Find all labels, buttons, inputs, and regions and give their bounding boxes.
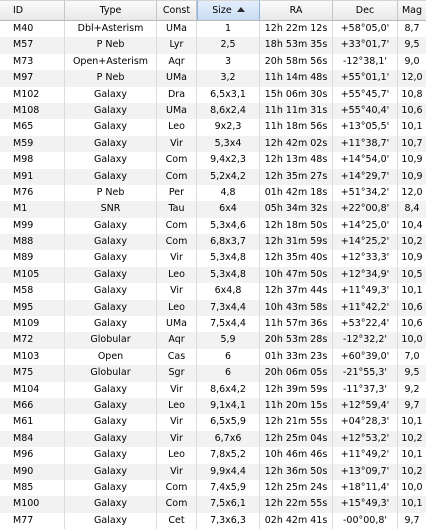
cell-ra: 12h 35m 27s	[260, 169, 333, 185]
table-row[interactable]	[0, 349, 426, 365]
cell-const: Lyr	[157, 37, 197, 53]
cell-size: 7,3x4,4	[197, 300, 260, 316]
cell-dec: +14°54,0'	[333, 152, 398, 168]
cell-const: Aqr	[157, 332, 197, 348]
cell-id: M108	[0, 103, 65, 119]
cell-mag: 8,4	[404, 203, 420, 215]
cell-dec: +04°28,3'	[333, 414, 398, 430]
cell-const: Cet	[157, 513, 197, 529]
table-body	[0, 21, 426, 529]
cell-size: 7,3x6,3	[197, 513, 260, 529]
cell-mag: 12,0	[401, 72, 423, 84]
cell-type: Galaxy	[65, 414, 157, 430]
cell-id: M77	[0, 513, 65, 529]
cell-type: Dbl+Asterism	[65, 21, 157, 37]
cell-ra: 12h 36m 50s	[260, 464, 333, 480]
table-row[interactable]	[0, 185, 426, 201]
table-row[interactable]	[0, 70, 426, 86]
cell-size: 7,8x5,2	[197, 447, 260, 463]
table-row[interactable]	[0, 464, 426, 480]
cell-const: Cas	[157, 349, 197, 365]
cell-size: 7,4x5,9	[197, 480, 260, 496]
cell-type: Galaxy	[65, 283, 157, 299]
table-row[interactable]	[0, 382, 426, 398]
cell-const: Vir	[157, 250, 197, 266]
cell-id: M98	[0, 152, 65, 168]
table-row[interactable]	[0, 250, 426, 266]
table-row[interactable]	[0, 37, 426, 53]
table-row[interactable]	[0, 398, 426, 414]
cell-type: Galaxy	[65, 382, 157, 398]
cell-ra: 11h 20m 15s	[260, 398, 333, 414]
cell-ra: 12h 35m 40s	[260, 250, 333, 266]
cell-ra: 12h 25m 24s	[260, 480, 333, 496]
cell-mag: 10,5	[401, 268, 423, 280]
table-row[interactable]	[0, 152, 426, 168]
cell-const: UMa	[157, 316, 197, 332]
cell-dec: +13°09,7'	[333, 464, 398, 480]
cell-dec: +12°33,3'	[333, 250, 398, 266]
cell-size: 8,6x2,4	[197, 103, 260, 119]
cell-dec: +51°34,2'	[333, 185, 398, 201]
cell-const: Vir	[157, 136, 197, 152]
table-row[interactable]	[0, 201, 426, 217]
cell-id: M59	[0, 136, 65, 152]
cell-id: M105	[0, 267, 65, 283]
cell-dec: +53°22,4'	[333, 316, 398, 332]
cell-type: Galaxy	[65, 152, 157, 168]
table-row[interactable]	[0, 496, 426, 512]
cell-dec: -00°00,8'	[333, 513, 398, 529]
cell-const: Vir	[157, 414, 197, 430]
table-row[interactable]	[0, 136, 426, 152]
cell-size: 6x4	[197, 201, 260, 217]
cell-const: Vir	[157, 431, 197, 447]
cell-dec: +11°49,3'	[333, 283, 398, 299]
cell-id: M109	[0, 316, 65, 332]
cell-dec: +55°01,1'	[333, 70, 398, 86]
cell-size: 3	[197, 54, 260, 70]
table-row[interactable]	[0, 447, 426, 463]
cell-mag: 10,2	[401, 432, 423, 444]
cell-size: 5,9	[197, 332, 260, 348]
cell-const: UMa	[157, 103, 197, 119]
cell-dec: -12°32,2'	[333, 332, 398, 348]
cell-size: 7,5x4,4	[197, 316, 260, 332]
cell-type: Galaxy	[65, 496, 157, 512]
cell-size: 6,5x3,1	[197, 87, 260, 103]
cell-mag: 9,7	[404, 514, 420, 526]
cell-id: M73	[0, 54, 65, 70]
cell-ra: 12h 18m 50s	[260, 218, 333, 234]
cell-mag: 10,6	[401, 301, 423, 313]
cell-const: Com	[157, 480, 197, 496]
cell-ra: 02h 42m 41s	[260, 513, 333, 529]
cell-size: 9,1x4,1	[197, 398, 260, 414]
cell-id: M90	[0, 464, 65, 480]
table-row[interactable]	[0, 21, 426, 37]
cell-ra: 11h 18m 56s	[260, 119, 333, 135]
cell-id: M104	[0, 382, 65, 398]
cell-size: 9x2,3	[197, 119, 260, 135]
table-row[interactable]	[0, 267, 426, 283]
cell-type: Galaxy	[65, 103, 157, 119]
cell-size: 6	[197, 349, 260, 365]
cell-type: Galaxy	[65, 398, 157, 414]
cell-type: P Neb	[65, 185, 157, 201]
column-header-dec[interactable]: Dec	[333, 0, 398, 20]
cell-const: Com	[157, 218, 197, 234]
cell-type: Galaxy	[65, 316, 157, 332]
cell-id: M99	[0, 218, 65, 234]
cell-type: Galaxy	[65, 464, 157, 480]
table-header	[0, 0, 426, 21]
cell-id: M95	[0, 300, 65, 316]
cell-id: M58	[0, 283, 65, 299]
cell-mag: 10,1	[401, 416, 423, 428]
cell-mag: 12,0	[401, 186, 423, 198]
cell-ra: 11h 14m 48s	[260, 70, 333, 86]
cell-mag: 10,1	[401, 121, 423, 133]
cell-dec: +58°05,0'	[333, 21, 398, 37]
cell-ra: 12h 22m 12s	[260, 21, 333, 37]
cell-id: M57	[0, 37, 65, 53]
table-row[interactable]	[0, 431, 426, 447]
cell-dec: -12°38,1'	[333, 54, 398, 70]
cell-dec: +12°34,9'	[333, 267, 398, 283]
column-header-id[interactable]: ID	[0, 0, 65, 20]
cell-dec: +15°49,3'	[333, 496, 398, 512]
cell-dec: +14°25,0'	[333, 218, 398, 234]
cell-id: M85	[0, 480, 65, 496]
cell-mag: 10,0	[401, 481, 423, 493]
sort-ascending-icon	[237, 7, 245, 12]
table-row[interactable]	[0, 218, 426, 234]
cell-size: 3,2	[197, 70, 260, 86]
cell-mag: 9,0	[404, 55, 420, 67]
cell-size: 2,5	[197, 37, 260, 53]
cell-id: M96	[0, 447, 65, 463]
cell-size: 5,2x4,2	[197, 169, 260, 185]
cell-id: M102	[0, 87, 65, 103]
cell-size: 5,3x4	[197, 136, 260, 152]
cell-id: M61	[0, 414, 65, 430]
cell-const: Com	[157, 496, 197, 512]
cell-size: 7,5x6,1	[197, 496, 260, 512]
cell-ra: 05h 34m 32s	[260, 201, 333, 217]
cell-ra: 12h 42m 02s	[260, 136, 333, 152]
cell-dec: +12°53,2'	[333, 431, 398, 447]
cell-const: Leo	[157, 119, 197, 135]
cell-mag: 10,1	[401, 285, 423, 297]
cell-mag: 9,2	[404, 383, 420, 395]
cell-ra: 12h 13m 48s	[260, 152, 333, 168]
cell-type: Galaxy	[65, 218, 157, 234]
cell-const: UMa	[157, 21, 197, 37]
cell-const: Com	[157, 169, 197, 185]
cell-mag: 9,5	[404, 39, 420, 51]
cell-type: Galaxy	[65, 480, 157, 496]
cell-dec: -11°37,3'	[333, 382, 398, 398]
cell-id: M72	[0, 332, 65, 348]
cell-const: Sgr	[157, 365, 197, 381]
cell-size: 6,8x3,7	[197, 234, 260, 250]
cell-type: Galaxy	[65, 234, 157, 250]
table-row[interactable]	[0, 103, 426, 119]
cell-mag: 9,5	[404, 367, 420, 379]
cell-type: Galaxy	[65, 250, 157, 266]
cell-size: 5,3x4,8	[197, 267, 260, 283]
cell-mag: 10,9	[401, 252, 423, 264]
cell-dec: +12°59,4'	[333, 398, 398, 414]
cell-dec: +14°25,2'	[333, 234, 398, 250]
cell-mag: 8,7	[404, 23, 420, 34]
cell-mag: 9,7	[404, 399, 420, 411]
cell-type: Galaxy	[65, 267, 157, 283]
cell-dec: +11°42,2'	[333, 300, 398, 316]
cell-const: Leo	[157, 300, 197, 316]
cell-id: M75	[0, 365, 65, 381]
cell-ra: 01h 42m 18s	[260, 185, 333, 201]
cell-id: M91	[0, 169, 65, 185]
cell-dec: +18°11,4'	[333, 480, 398, 496]
cell-const: Leo	[157, 267, 197, 283]
cell-dec: -21°55,3'	[333, 365, 398, 381]
table-row[interactable]	[0, 480, 426, 496]
cell-type: Galaxy	[65, 169, 157, 185]
cell-mag: 10,9	[401, 170, 423, 182]
table-row[interactable]	[0, 87, 426, 103]
cell-type: P Neb	[65, 37, 157, 53]
cell-dec: +11°38,7'	[333, 136, 398, 152]
cell-ra: 12h 31m 59s	[260, 234, 333, 250]
cell-type: Open+Asterism	[65, 54, 157, 70]
cell-type: Globular	[65, 365, 157, 381]
cell-size: 6,7x6	[197, 431, 260, 447]
cell-size: 1	[197, 21, 260, 37]
cell-size: 9,4x2,3	[197, 152, 260, 168]
cell-mag: 7,0	[404, 350, 420, 362]
cell-const: Tau	[157, 201, 197, 217]
cell-ra: 15h 06m 30s	[260, 87, 333, 103]
column-header-size-label: Size	[212, 5, 232, 16]
cell-ra: 12h 39m 59s	[260, 382, 333, 398]
cell-dec: +60°39,0'	[333, 349, 398, 365]
cell-mag: 10,1	[401, 498, 423, 510]
cell-dec: +14°29,7'	[333, 169, 398, 185]
cell-type: Open	[65, 349, 157, 365]
cell-ra: 12h 22m 55s	[260, 496, 333, 512]
cell-mag: 10,0	[401, 334, 423, 346]
cell-type: SNR	[65, 201, 157, 217]
cell-id: M88	[0, 234, 65, 250]
cell-const: Vir	[157, 283, 197, 299]
cell-dec: +55°45,7'	[333, 87, 398, 103]
cell-dec: +55°40,4'	[333, 103, 398, 119]
cell-mag: 10,2	[401, 465, 423, 477]
cell-mag: 10,1	[401, 449, 423, 461]
cell-ra: 20h 58m 56s	[260, 54, 333, 70]
cell-id: M65	[0, 119, 65, 135]
cell-mag: 10,8	[401, 88, 423, 100]
column-header-type[interactable]: Type	[65, 0, 157, 20]
cell-size: 6x4,8	[197, 283, 260, 299]
cell-id: M89	[0, 250, 65, 266]
cell-id: M66	[0, 398, 65, 414]
cell-const: Vir	[157, 464, 197, 480]
table-row[interactable]	[0, 513, 426, 529]
cell-id: M40	[0, 21, 65, 37]
table-row[interactable]	[0, 234, 426, 250]
cell-mag: 10,7	[401, 137, 423, 149]
cell-const: Leo	[157, 447, 197, 463]
cell-ra: 12h 25m 04s	[260, 431, 333, 447]
cell-size: 6	[197, 365, 260, 381]
cell-mag: 10,9	[401, 154, 423, 166]
cell-type: Galaxy	[65, 431, 157, 447]
cell-dec: +22°00,8'	[333, 201, 398, 217]
cell-const: Vir	[157, 382, 197, 398]
cell-id: M97	[0, 70, 65, 86]
table-row[interactable]	[0, 365, 426, 381]
cell-ra: 11h 57m 36s	[260, 316, 333, 332]
cell-size: 4,8	[197, 185, 260, 201]
cell-dec: +11°49,2'	[333, 447, 398, 463]
table-row[interactable]	[0, 169, 426, 185]
column-header-ra[interactable]: RA	[260, 0, 333, 20]
cell-size: 6,5x5,9	[197, 414, 260, 430]
cell-const: UMa	[157, 70, 197, 86]
cell-const: Dra	[157, 87, 197, 103]
cell-id: M1	[0, 201, 65, 217]
cell-type: Galaxy	[65, 447, 157, 463]
cell-type: Galaxy	[65, 136, 157, 152]
cell-const: Leo	[157, 398, 197, 414]
cell-id: M103	[0, 349, 65, 365]
cell-const: Com	[157, 152, 197, 168]
cell-mag: 10,6	[401, 104, 423, 116]
cell-type: Galaxy	[65, 513, 157, 529]
cell-dec: +13°05,5'	[333, 119, 398, 135]
cell-mag: 10,6	[401, 318, 423, 330]
cell-type: Galaxy	[65, 119, 157, 135]
cell-const: Com	[157, 234, 197, 250]
cell-const: Aqr	[157, 54, 197, 70]
cell-ra: 10h 43m 58s	[260, 300, 333, 316]
cell-size: 5,3x4,6	[197, 218, 260, 234]
column-header-size[interactable]	[197, 0, 260, 20]
cell-ra: 20h 06m 05s	[260, 365, 333, 381]
cell-mag: 10,4	[401, 219, 423, 231]
cell-mag: 10,2	[401, 236, 423, 248]
table-row[interactable]	[0, 283, 426, 299]
cell-id: M84	[0, 431, 65, 447]
cell-dec: +33°01,7'	[333, 37, 398, 53]
cell-ra: 10h 47m 50s	[260, 267, 333, 283]
table-row[interactable]	[0, 332, 426, 348]
cell-type: Globular	[65, 332, 157, 348]
cell-id: M76	[0, 185, 65, 201]
cell-ra: 01h 33m 23s	[260, 349, 333, 365]
cell-ra: 11h 11m 31s	[260, 103, 333, 119]
cell-size: 8,6x4,2	[197, 382, 260, 398]
cell-type: P Neb	[65, 70, 157, 86]
cell-ra: 10h 46m 46s	[260, 447, 333, 463]
cell-ra: 12h 21m 55s	[260, 414, 333, 430]
column-header-mag[interactable]: Mag	[398, 0, 426, 20]
cell-ra: 12h 37m 44s	[260, 283, 333, 299]
cell-type: Galaxy	[65, 87, 157, 103]
table-row[interactable]	[0, 54, 426, 70]
column-header-const[interactable]: Const	[157, 0, 197, 20]
cell-ra: 20h 53m 28s	[260, 332, 333, 348]
cell-id: M100	[0, 496, 65, 512]
cell-const: Per	[157, 185, 197, 201]
table-row[interactable]	[0, 300, 426, 316]
cell-type: Galaxy	[65, 300, 157, 316]
cell-ra: 18h 53m 35s	[260, 37, 333, 53]
table-row[interactable]	[0, 316, 426, 332]
table-row[interactable]	[0, 119, 426, 135]
table-row[interactable]	[0, 414, 426, 430]
cell-size: 9,9x4,4	[197, 464, 260, 480]
cell-size: 5,3x4,8	[197, 250, 260, 266]
